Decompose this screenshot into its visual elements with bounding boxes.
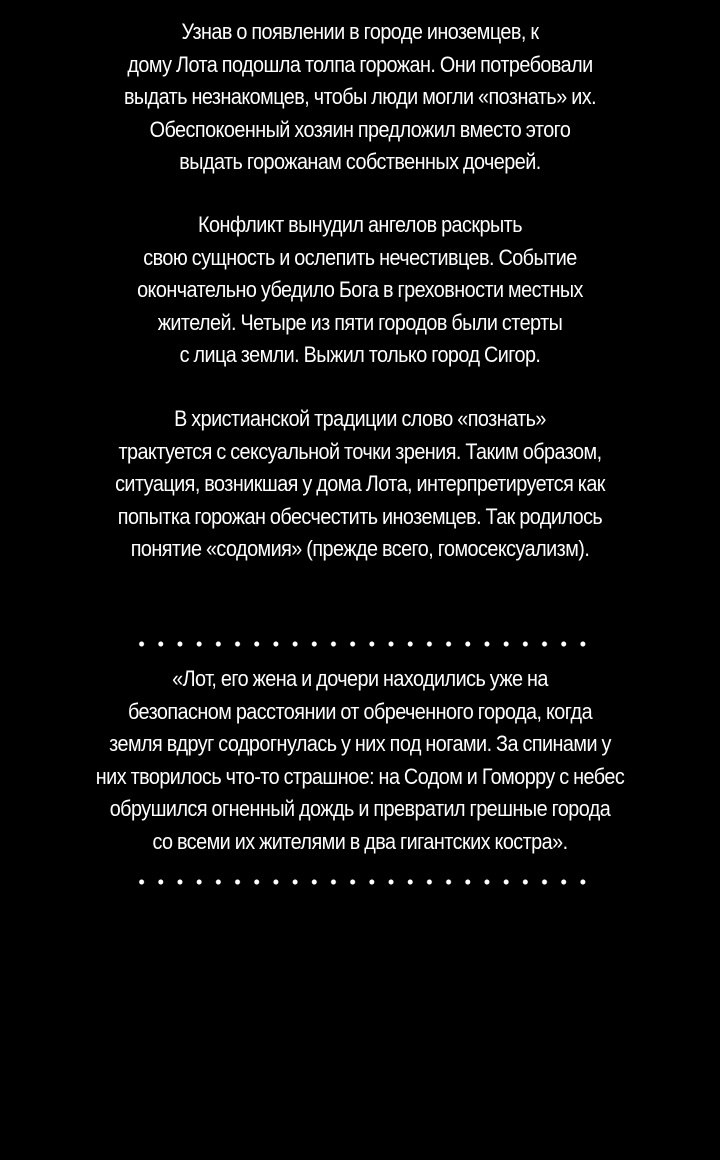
- text-line: В христианской традиции слово «познать»: [174, 406, 546, 431]
- text-line: жителей. Четыре из пяти городов были стерты: [157, 309, 563, 335]
- quote-line: со всеми их жителями в два гигантских костра».: [152, 828, 568, 854]
- text-line: выдать незнакомцев, чтобы люди могли «познать» их.: [123, 84, 597, 109]
- paragraph-1: [54, 16, 666, 179]
- text-line: свою сущность и ослепить нечестивцев. Событие: [143, 244, 577, 270]
- text-line: Обеспокоенный хозяин предложил вместо этого: [149, 116, 571, 142]
- text-line: выдать горожанам собственных дочерей.: [179, 149, 541, 174]
- text-line: окончательно убедило Бога в греховности местных: [137, 277, 583, 302]
- text-line: Узнав о появлении в городе иноземцев, к: [181, 19, 539, 44]
- quote-line: обрушился огненный дождь и превратил грешные города: [109, 796, 611, 821]
- text-line: понятие «содомия» (прежде всего, гомосексуализм).: [130, 536, 590, 561]
- paragraph-2: [54, 209, 666, 372]
- paragraph-3: [54, 403, 666, 566]
- quote-line: земля вдруг содрогнулась у них под ногами. За спинами у: [109, 731, 611, 756]
- dotted-divider-bottom: [132, 879, 592, 885]
- quote-line: безопасном расстоянии от обреченного города, когда: [127, 698, 593, 724]
- text-line: ситуация, возникшая у дома Лота, интерпретируется как: [115, 471, 605, 496]
- text-line: Конфликт вынудил ангелов раскрыть: [198, 212, 522, 237]
- text-line: дому Лота подошла толпа горожан. Они потребовали: [127, 51, 593, 77]
- dotted-divider-top: [132, 641, 592, 647]
- quote-block: [45, 663, 675, 858]
- text-line: трактуется с сексуальной точки зрения. Таким образом,: [118, 438, 602, 464]
- text-line: попытка горожан обесчестить иноземцев. Так родилось: [117, 503, 603, 529]
- quote-line: «Лот, его жена и дочери находились уже на: [172, 666, 548, 691]
- text-line: с лица земли. Выжил только город Сигор.: [179, 342, 541, 367]
- quote-line: них творилось что-то страшное: на Содом и Гоморру с небес: [95, 763, 625, 789]
